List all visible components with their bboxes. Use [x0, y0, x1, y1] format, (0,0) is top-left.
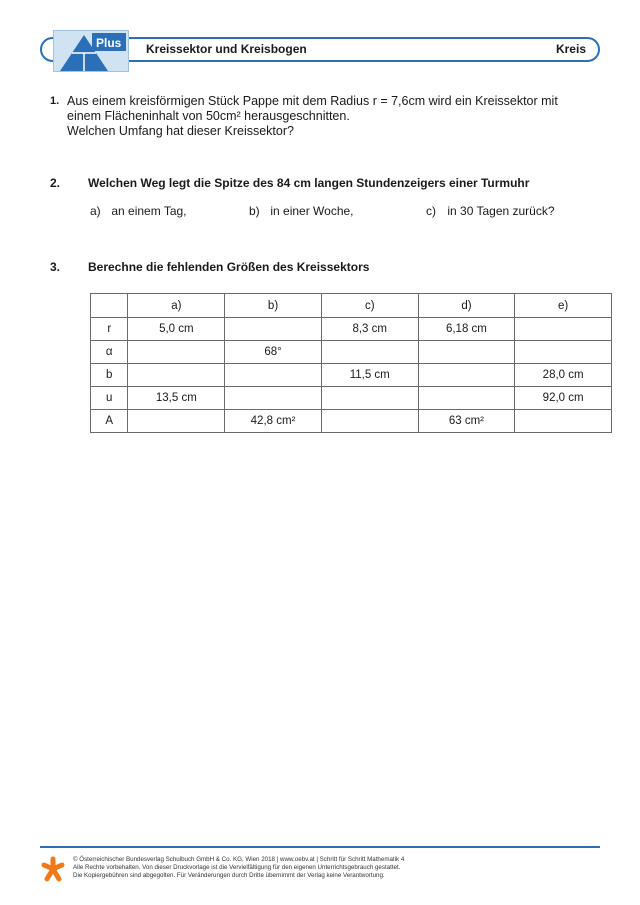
- table-cell[interactable]: [321, 410, 418, 433]
- footer-line: © Österreichischer Bundesverlag Schulbuch GmbH & Co. KG, Wien 2018 | www.oebv.at | Schritt für Schritt Mathematik 4: [73, 856, 405, 863]
- table-cell[interactable]: 63 cm²: [418, 410, 515, 433]
- table-cell[interactable]: [418, 341, 515, 364]
- copyright-notice: [73, 856, 404, 880]
- table-cell[interactable]: 8,3 cm: [321, 318, 418, 341]
- part-text: in einer Woche,: [270, 204, 354, 218]
- table-row: [91, 410, 612, 433]
- part-label: b): [249, 204, 260, 218]
- sector-table: [90, 293, 612, 433]
- table-cell[interactable]: 92,0 cm: [515, 387, 612, 410]
- task-2-part-a: [90, 204, 187, 218]
- table-cell[interactable]: 42,8 cm²: [225, 410, 322, 433]
- column-header: b): [225, 294, 322, 318]
- table-row: [91, 387, 612, 410]
- part-text: an einem Tag,: [111, 204, 187, 218]
- publisher-logo: [40, 856, 66, 887]
- table-cell[interactable]: [225, 387, 322, 410]
- table-cell[interactable]: [418, 387, 515, 410]
- row-label: A: [91, 410, 128, 433]
- page-topic: Kreis: [555, 42, 586, 56]
- table-cell[interactable]: [321, 341, 418, 364]
- table-cell[interactable]: [515, 341, 612, 364]
- task-number: 1.: [50, 95, 60, 107]
- task-question: Welchen Weg legt die Spitze des 84 cm langen Stundenzeigers einer Turmuhr: [88, 176, 530, 190]
- task-2-part-c: [426, 204, 555, 218]
- table-cell[interactable]: 68°: [225, 341, 322, 364]
- column-header: c): [321, 294, 418, 318]
- table-cell[interactable]: [321, 387, 418, 410]
- task-number: 2.: [50, 176, 61, 190]
- footer-divider: [40, 846, 600, 848]
- table-cell[interactable]: [418, 364, 515, 387]
- corner-cell: [91, 294, 128, 318]
- footer-line: Die Kopiergebühren sind abgegolten. Für Veränderungen durch Dritte übernimmt der Verlag keine Verantwortung.: [73, 872, 385, 879]
- column-header: e): [515, 294, 612, 318]
- table-row: [91, 318, 612, 341]
- table-cell[interactable]: [515, 318, 612, 341]
- footer-line: Alle Rechte vorbehalten. Von dieser Druckvorlage ist die Vervielfältigung für den eigenen Unterrichtsgebrauch gestattet.: [73, 864, 401, 871]
- table-cell[interactable]: 13,5 cm: [128, 387, 225, 410]
- task-number: 3.: [50, 260, 61, 274]
- table-cell[interactable]: 6,18 cm: [418, 318, 515, 341]
- row-label: u: [91, 387, 128, 410]
- table-cell[interactable]: [225, 364, 322, 387]
- table-cell[interactable]: [128, 341, 225, 364]
- table-header-row: [91, 294, 612, 318]
- table-row: [91, 341, 612, 364]
- asterisk-logo-icon: [40, 856, 66, 882]
- column-header: d): [418, 294, 515, 318]
- table-cell[interactable]: [128, 410, 225, 433]
- logo-text: Plus: [96, 36, 122, 50]
- part-label: c): [426, 204, 436, 218]
- row-label: r: [91, 318, 128, 341]
- table-cell[interactable]: 28,0 cm: [515, 364, 612, 387]
- part-label: a): [90, 204, 101, 218]
- table-row: [91, 364, 612, 387]
- task-line: einem Flächeninhalt von 50cm² herausgeschnitten.: [67, 109, 350, 123]
- task-2-part-b: [249, 204, 354, 218]
- column-header: a): [128, 294, 225, 318]
- row-label: b: [91, 364, 128, 387]
- task-line: Welchen Umfang hat dieser Kreissektor?: [67, 124, 294, 138]
- task-line: Aus einem kreisförmigen Stück Pappe mit dem Radius r = 7,6cm wird ein Kreissektor mit: [67, 94, 558, 108]
- row-label: α: [91, 341, 128, 364]
- plus-logo: [53, 30, 129, 72]
- page-title: Kreissektor und Kreisbogen: [146, 42, 307, 56]
- table-cell[interactable]: [515, 410, 612, 433]
- table-cell[interactable]: 5,0 cm: [128, 318, 225, 341]
- task-text: [67, 94, 597, 139]
- part-text: in 30 Tagen zurück?: [447, 204, 555, 218]
- table-cell[interactable]: 11,5 cm: [321, 364, 418, 387]
- table-cell[interactable]: [128, 364, 225, 387]
- task-question: Berechne die fehlenden Größen des Kreissektors: [88, 260, 370, 274]
- table-cell[interactable]: [225, 318, 322, 341]
